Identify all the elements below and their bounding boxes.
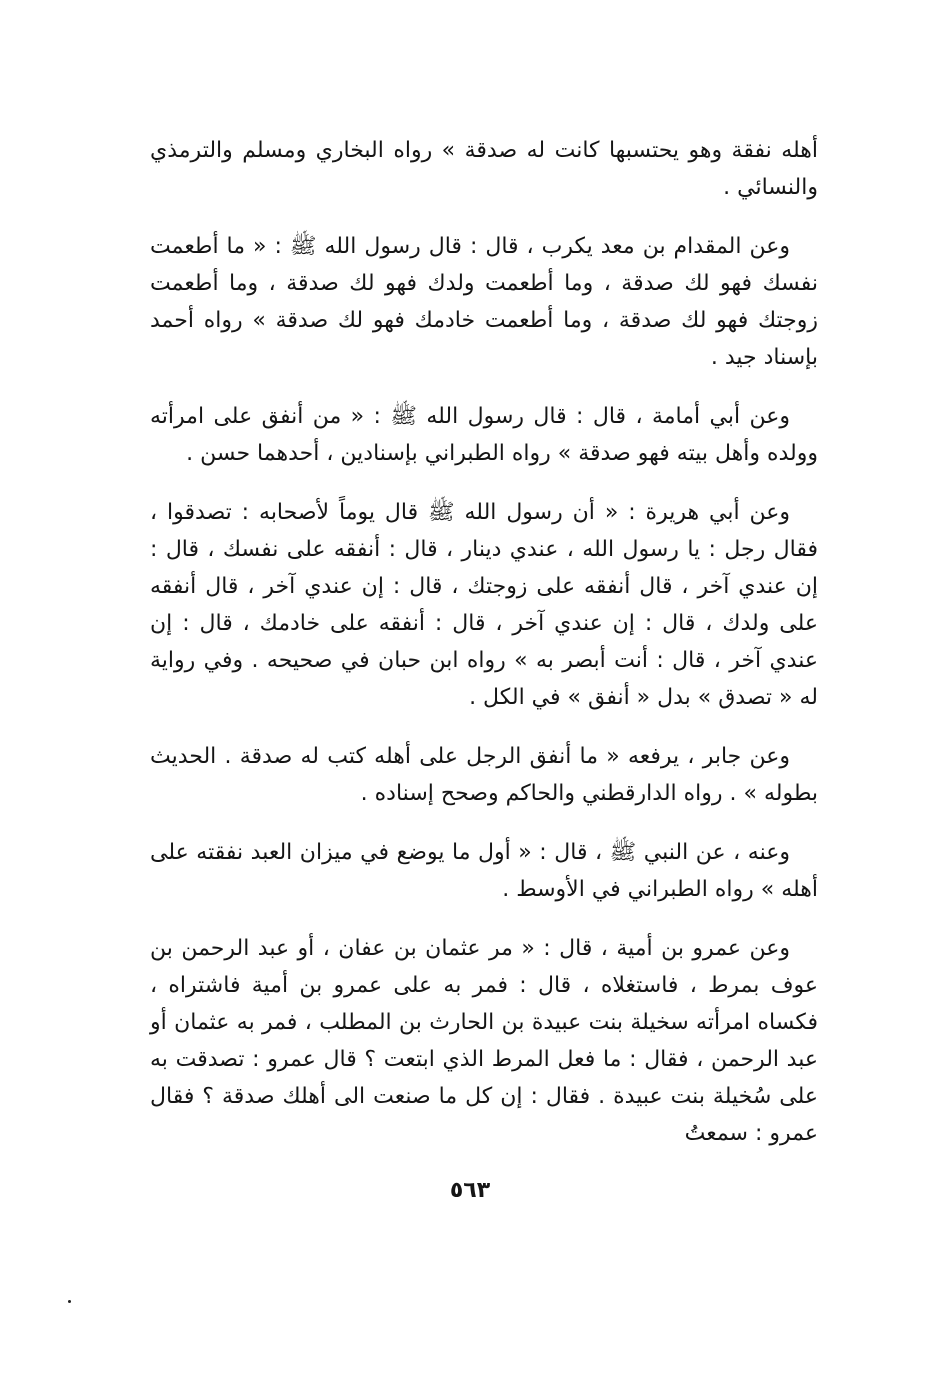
body-text: [150, 132, 818, 1174]
paragraph-continuation: أهله نفقة وهو يحتسبها كانت له صدقة » رواه البخاري ومسلم والترمذي والنسائي .: [150, 138, 818, 200]
scan-speck: [68, 1300, 71, 1303]
page-number: ٥٦٣: [449, 1178, 491, 1203]
paragraph-abu-umama-hadith: وعن أبي أمامة ، قال : قال رسول الله ﷺ : « من أنفق على امرأته وولده وأهل بيته فهو صدقة » رواه الطبراني بإسنادين ، أحدهما حسن .: [150, 404, 818, 466]
paragraph-mizan-hadith: وعنه ، عن النبي ﷺ ، قال : « أول ما يوضع في ميزان العبد نفقته على أهله » رواه الطبراني في الأوسط .: [150, 840, 818, 902]
paragraph-abu-hurayra-hadith: وعن أبي هريرة : « أن رسول الله ﷺ قال يوماً لأصحابه : تصدقوا ، فقال رجل : يا رسول الله ، عندي دينار ، قال : أنفقه على نفسك ، قال : إن عندي آخر ، قال أنفقه على زوجتك ، قال : إن عندي آخر ، قال أنفقه على ولدك ، قال : إن عندي آخر ، قال : أنفقه على خادمك ، قال : إن عندي آخر ، قال : أنت أبصر به » رواه ابن حبان في صحيحه . وفي رواية له « تصدق » بدل « أنفق » في الكل .: [150, 500, 818, 710]
paragraph-amr-ibn-umayya-hadith: وعن عمرو بن أمية ، قال : « مر عثمان بن عفان ، أو عبد الرحمن بن عوف بمرط ، فاستغلاه ، قال : فمر به على عمرو بن أمية فاشتراه ، فكساه امرأته سخيلة بنت عبيدة بن الحارث بن المطلب ، فمر به عثمان أو عبد الرحمن ، فقال : ما فعل المرط الذي ابتعت ؟ قال عمرو : تصدقت به على سُخيلة بنت عبيدة . فقال : إن كل ما صنعت الى أهلك صدقة ؟ فقال عمرو : سمعتُ: [150, 936, 818, 1146]
paragraph-miqdam-hadith: وعن المقدام بن معد يكرب ، قال : قال رسول الله ﷺ : « ما أطعمت نفسك فهو لك صدقة ، وما أطعمت ولدك فهو لك صدقة ، وما أطعمت زوجتك فهو لك صدقة ، وما أطعمت خادمك فهو لك صدقة » رواه أحمد بإسناد جيد .: [150, 234, 818, 370]
paragraph-jabir-hadith: وعن جابر ، يرفعه « ما أنفق الرجل على أهله كتب له صدقة . الحديث بطوله » . رواه الدارقطني والحاكم وصحح إسناده .: [150, 744, 818, 806]
